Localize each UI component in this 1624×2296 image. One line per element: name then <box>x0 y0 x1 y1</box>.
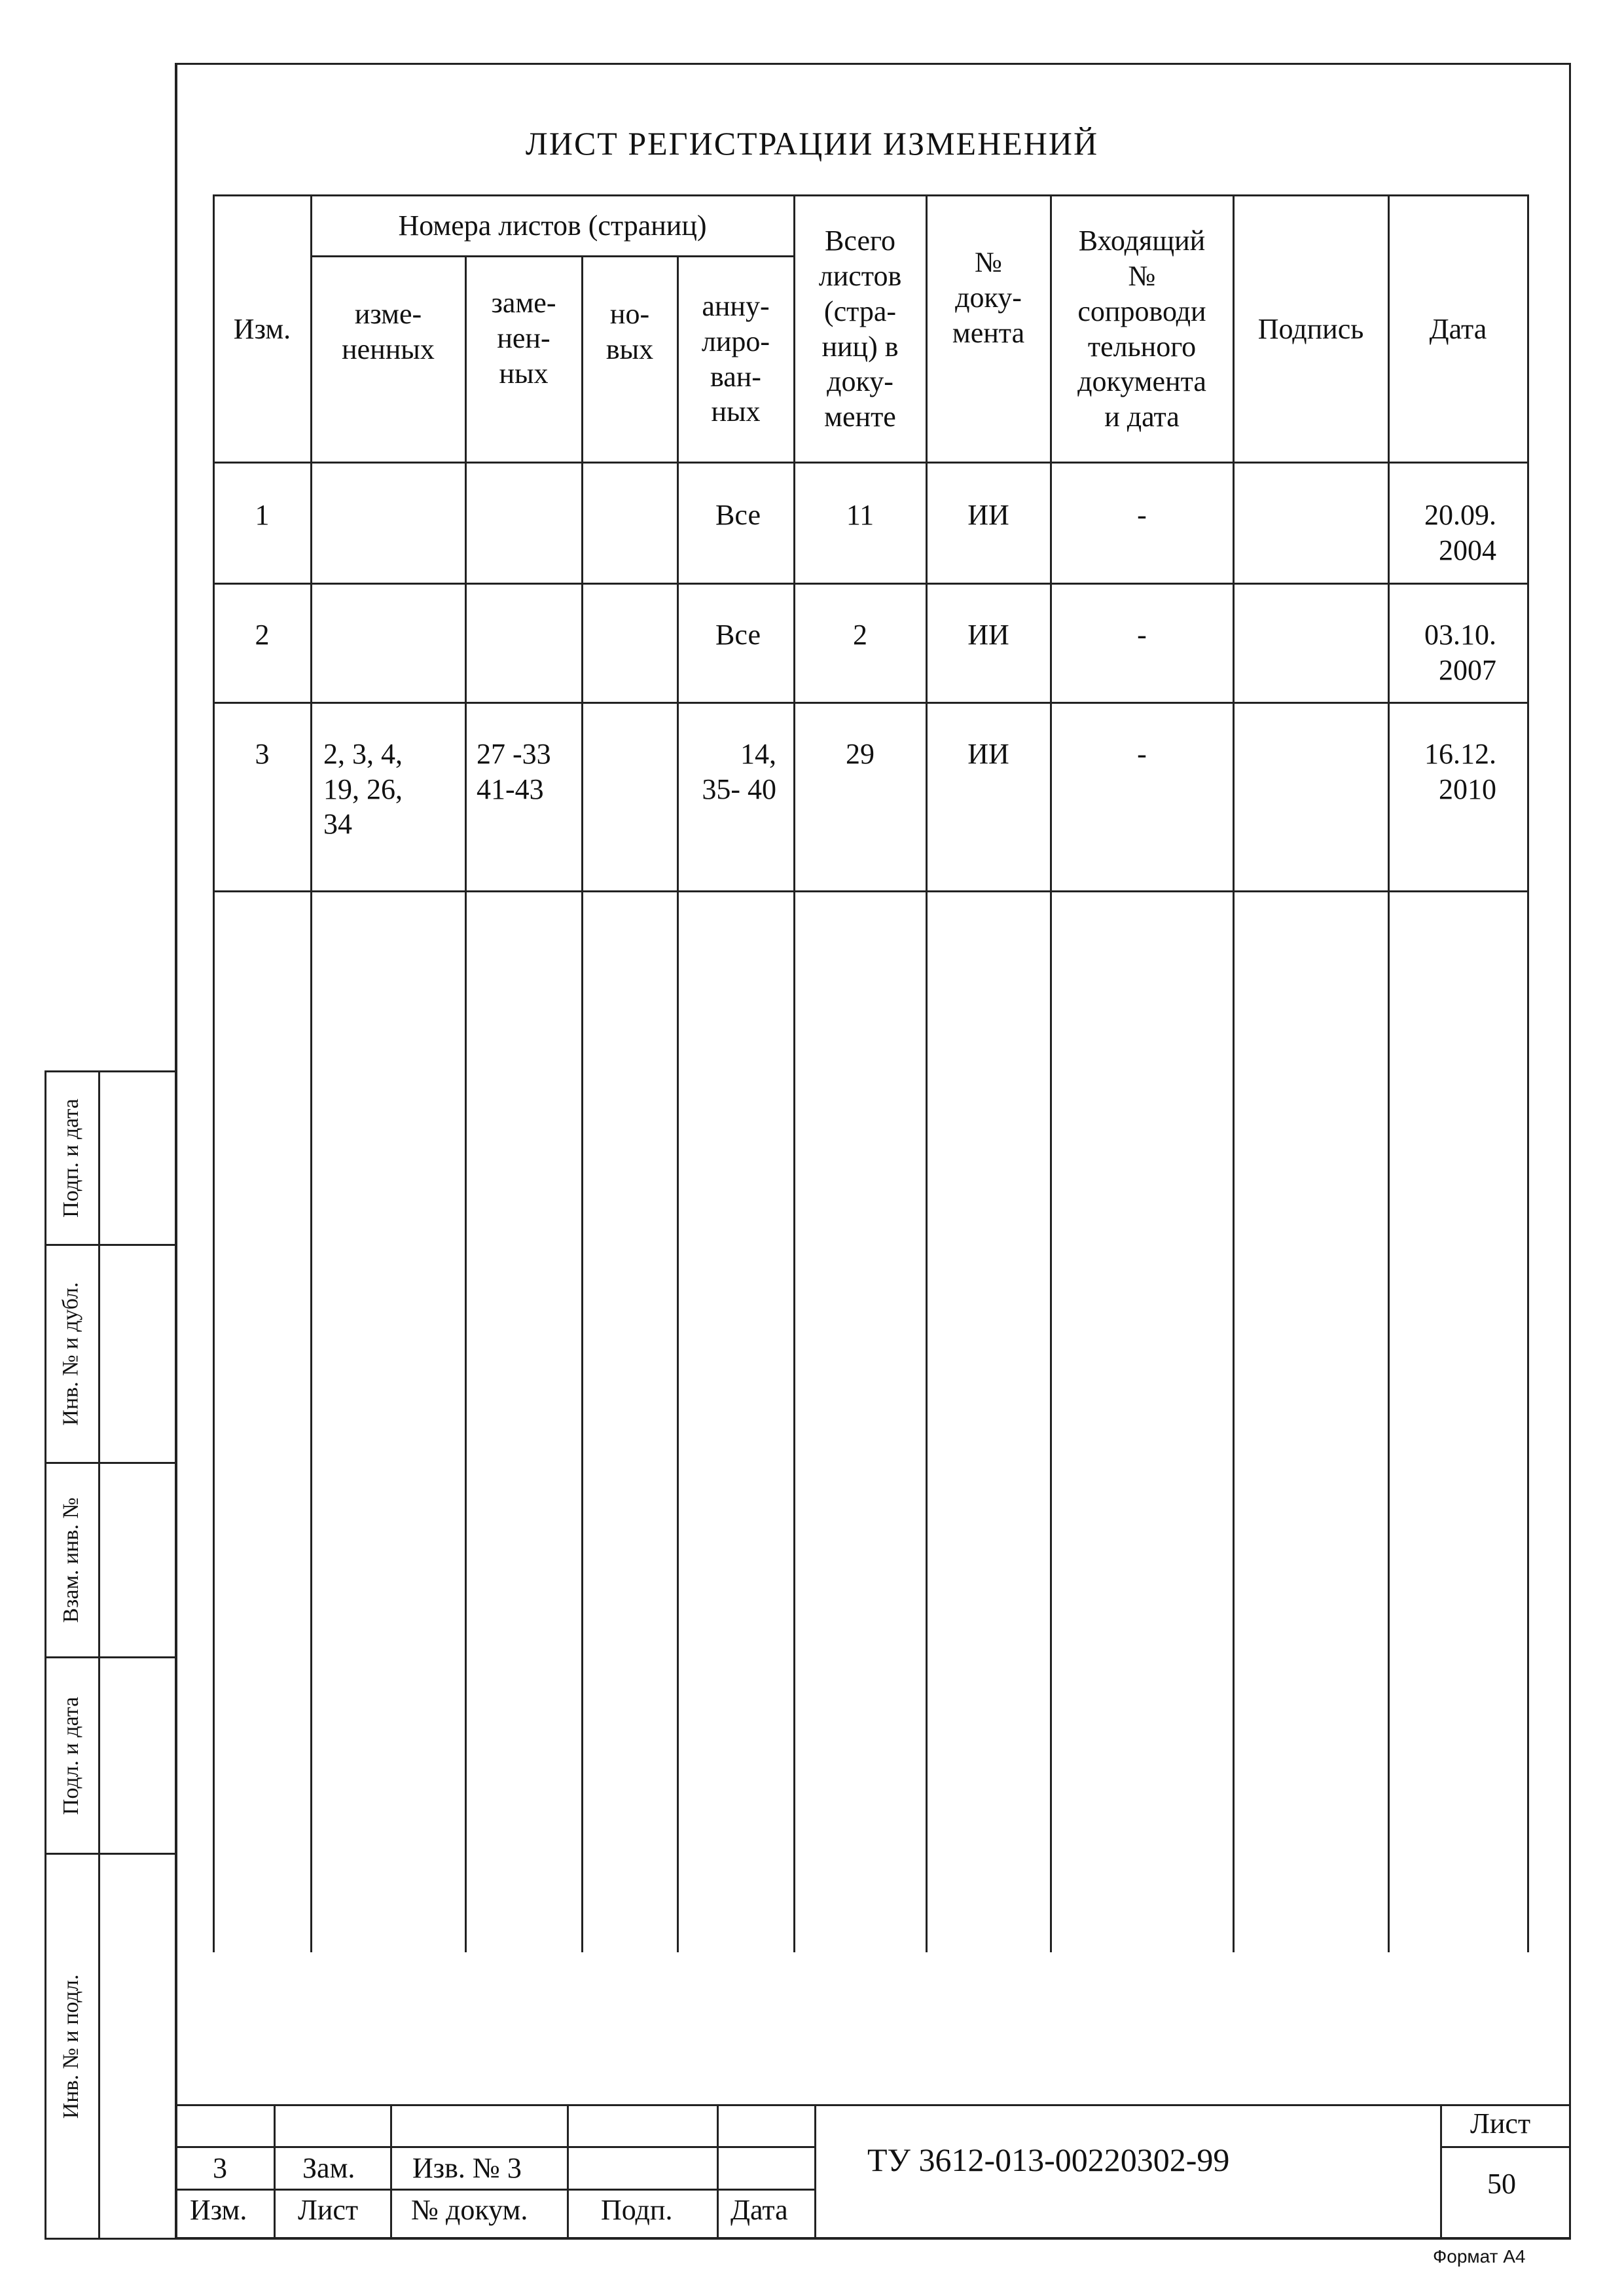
header-new: но- вых <box>605 298 654 365</box>
header-date: Дата <box>1429 312 1487 345</box>
tb-label-list: Лист <box>298 2194 359 2226</box>
header-sheet-numbers: Номера листов (страниц) <box>398 210 707 242</box>
sheet-label: Лист <box>1470 2107 1531 2140</box>
row-izm: 1 <box>255 499 270 531</box>
document-designation: ТУ 3612-013-00220302-99 <box>867 2141 1230 2178</box>
row-changed: 2, 3, 4, 19, 26, 34 <box>323 738 403 841</box>
tb-label-doc: № докум. <box>411 2194 528 2226</box>
tb-list-value: Зам. <box>302 2152 355 2184</box>
page-title: ЛИСТ РЕГИСТРАЦИИ ИЗМЕНЕНИЙ <box>525 125 1099 162</box>
row-izm: 3 <box>255 738 270 770</box>
tb-label-date: Дата <box>731 2194 788 2226</box>
row-incoming: - <box>1137 738 1147 770</box>
row-date: 16.12. 2010 <box>1424 738 1496 805</box>
row-izm: 2 <box>255 619 270 651</box>
row-doc-number: ИИ <box>967 619 1009 651</box>
header-doc-number: № доку- мента <box>952 246 1025 349</box>
row-total: 2 <box>853 619 867 651</box>
tb-label-izm: Изм. <box>190 2194 247 2226</box>
header-incoming-doc: Входящий № сопроводи тельного документа и дата <box>1077 225 1206 433</box>
row-annulled: Все <box>715 619 761 651</box>
row-incoming: - <box>1137 499 1147 531</box>
header-replaced: заме- нен- ных <box>491 287 556 390</box>
side-label-sign-date: Подп. и дата <box>59 1099 84 1218</box>
row-doc-number: ИИ <box>967 499 1009 531</box>
row-doc-number: ИИ <box>967 738 1009 770</box>
header-changed: изме- ненных <box>342 298 435 365</box>
row-replaced: 27 -33 41-43 <box>477 738 551 805</box>
row-annulled: Все <box>715 499 761 531</box>
side-label-vzam-inv: Взам. инв. № <box>59 1497 84 1623</box>
row-date: 20.09. 2004 <box>1424 499 1496 566</box>
header-annulled: анну- лиро- ван- ных <box>701 290 770 428</box>
row-annulled: 14, 35- 40 <box>702 738 776 805</box>
header-total-sheets: Всего листов (стра- ниц) в доку- менте <box>818 225 902 433</box>
tb-label-sign: Подп. <box>601 2194 673 2226</box>
row-incoming: - <box>1137 619 1147 651</box>
tb-doc-value: Изв. № 3 <box>412 2152 522 2184</box>
side-label-sign-date-2: Подл. и дата <box>59 1696 84 1815</box>
header-izm: Изм. <box>233 312 291 345</box>
tb-izm-value: 3 <box>213 2152 227 2184</box>
format-label: Формат А4 <box>1433 2246 1526 2267</box>
row-date: 03.10. 2007 <box>1424 619 1496 686</box>
row-total: 11 <box>846 499 875 531</box>
side-label-inv-dubl: Инв. № и дубл. <box>59 1282 83 1426</box>
row-total: 29 <box>846 738 875 770</box>
header-signature: Подпись <box>1257 312 1364 345</box>
side-label-inv-podl: Инв. № и подл. <box>59 1974 84 2119</box>
sheet-number: 50 <box>1487 2168 1516 2200</box>
